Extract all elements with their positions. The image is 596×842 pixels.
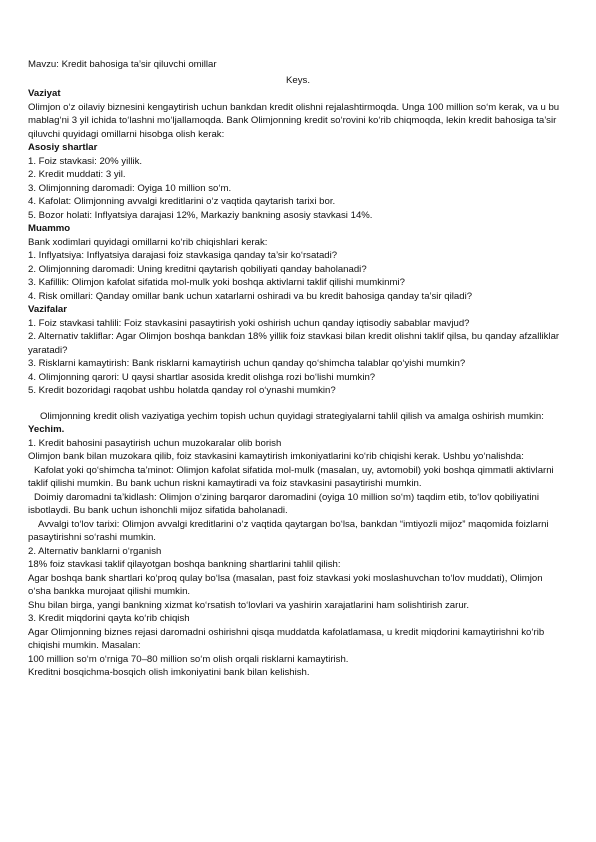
list-item: 2. Olimjonning daromadi: Uning kreditni qaytarish qobiliyati qanday baholanadi? — [28, 263, 367, 275]
solution-2-line: Shu bilan birga, yangi bankning xizmat ko‘rsatish to‘lovlari va yashirin xarajatlarini ham solishtirish zarur. — [28, 599, 469, 611]
keys-label: Keys. — [286, 74, 310, 86]
list-item: 5. Kredit bozoridagi raqobat ushbu holatda qanday rol o‘ynashi mumkin? — [28, 385, 336, 396]
solution-2-line: 18% foiz stavkasi taklif qilayotgan boshqa bankning shartlarini tahlil qilish: — [28, 559, 341, 570]
list-item: 3. Olimjonning daromadi: Oyiga 10 million so‘m. — [28, 182, 232, 194]
solution-1-bullet-income: Doimiy daromadni ta’kidlash: Olimjon o‘zining barqaror daromadini (oyiga 10 million so‘m) taqdim etib, to‘lov qobiliyatini isbotlaydi. Bu bank uchun ishonchli mijoz sifatida baholanadi. — [28, 491, 539, 516]
solution-1-bullet-collateral: Kafolat yoki qo‘shimcha ta’minot: Olimjon kafolat sifatida mol-mulk (masalan, uy, avtomobil) yoki boshqa qimmatli aktivlarni taklif qilishi mumkin. Bu bank uchun riskni kamaytiradi va foiz stavkasini pasaytirishi mumkin. — [28, 464, 554, 489]
tasks-heading: Vazifalar — [28, 304, 67, 315]
solution-2-title: 2. Alternativ banklarni o‘rganish — [28, 545, 162, 557]
list-item: 2. Alternativ takliflar: Agar Olimjon boshqa bankdan 18% yillik foiz stavkasi bilan kredit olishni taklif qilsa, bu qanday afzalliklar yaratadi? — [28, 331, 560, 356]
list-item: 1. Foiz stavkasi tahlili: Foiz stavkasini pasaytirish yoki oshirish uchun qanday iqtisodiy sabablar mavjud? — [28, 317, 470, 329]
list-item: 4. Kafolat: Olimjonning avvalgi kreditlarini o‘z vaqtida qaytarish tarixi bor. — [28, 196, 336, 207]
topic-title: Mavzu: Kredit bahosiga ta’sir qiluvchi omillar — [28, 59, 217, 70]
solution-3-line: 100 million so‘m o‘rniga 70–80 million so‘m olish orqali risklarni kamaytirish. — [28, 653, 349, 665]
list-item: 4. Olimjonning qarori: U qaysi shartlar asosida kredit olishga rozi bo‘lishi mumkin? — [28, 371, 376, 383]
list-item: 1. Inflyatsiya: Inflyatsiya darajasi foiz stavkasiga qanday ta’sir ko‘rsatadi? — [28, 250, 338, 261]
list-item: 1. Foiz stavkasi: 20% yillik. — [28, 155, 143, 167]
solution-heading: Yechim. — [28, 424, 65, 435]
strategy-intro: Olimjonning kredit olish vaziyatiga yechim topish uchun quyidagi strategiyalarni tahlil qilish va amalga oshirish mumkin: — [40, 410, 544, 422]
solution-1-bullet-history: Avvalgi to‘lov tarixi: Olimjon avvalgi kreditlarini o‘z vaqtida qaytargan bo‘lsa, bankdan “imtiyozli mijoz” maqomida foizlarni pasaytirishni so‘rashi mumkin. — [28, 518, 549, 543]
solution-1-text: Olimjon bank bilan muzokara qilib, foiz stavkasini kamaytirish imkoniyatlarini ko‘rib chiqishi kerak. Ushbu yo‘nalishda: — [28, 451, 524, 462]
paragraph-spacer — [28, 398, 568, 410]
solution-1-title: 1. Kredit bahosini pasaytirish uchun muzokaralar olib borish — [28, 437, 282, 449]
solution-3-line: Kreditni bosqichma-bosqich olish imkoniyatini bank bilan kelishish. — [28, 667, 310, 678]
list-item: 2. Kredit muddati: 3 yil. — [28, 169, 126, 180]
list-item: 4. Risk omillari: Qanday omillar bank uchun xatarlarni oshiradi va bu kredit bahosiga qanday ta’sir qiladi? — [28, 290, 473, 302]
situation-heading: Vaziyat — [28, 88, 61, 99]
list-item: 3. Kafillik: Olimjon kafolat sifatida mol-mulk yoki boshqa aktivlarni taklif qilishi mumkinmi? — [28, 277, 405, 288]
solution-3-text: Agar Olimjonning biznes rejasi daromadni oshirishni qisqa muddatda kafolatlamasa, u kredit miqdorini kamaytirishni ko‘rib chiqishi mumkin. Masalan: — [28, 626, 545, 651]
solution-2-line: Agar boshqa bank shartlari ko‘proq qulay bo‘lsa (masalan, past foiz stavkasi yoki moslashuvchan to‘lov muddati), Olimjon o‘sha bankka murojaat qilishi mumkin. — [28, 572, 543, 597]
situation-text: Olimjon o‘z oilaviy biznesini kengaytirish uchun bankdan kredit olishni rejalashtirmoqda. Unga 100 million so‘m kerak, va u bu mablag‘ni 3 yil ichida to‘lashni mo‘ljallamoqda. Bank Olimjonning kredit so‘rovini ko‘rib chiqmoqda, lekin kredit bahosiga ta’sir qiluvchi quyidagi omillarni hisobga olish kerak: — [28, 101, 560, 140]
problem-intro: Bank xodimlari quyidagi omillarni ko‘rib chiqishlari kerak: — [28, 236, 268, 248]
list-item: 3. Risklarni kamaytirish: Bank risklarni kamaytirish uchun qanday qo‘shimcha talablar qo‘yishi mumkin? — [28, 358, 466, 369]
list-item: 5. Bozor holati: Inflyatsiya darajasi 12%, Markaziy bankning asosiy stavkasi 14%. — [28, 209, 373, 221]
basic-conditions-heading: Asosiy shartlar — [28, 142, 98, 153]
problem-heading: Muammo — [28, 223, 71, 234]
solution-3-title: 3. Kredit miqdorini qayta ko‘rib chiqish — [28, 613, 190, 624]
